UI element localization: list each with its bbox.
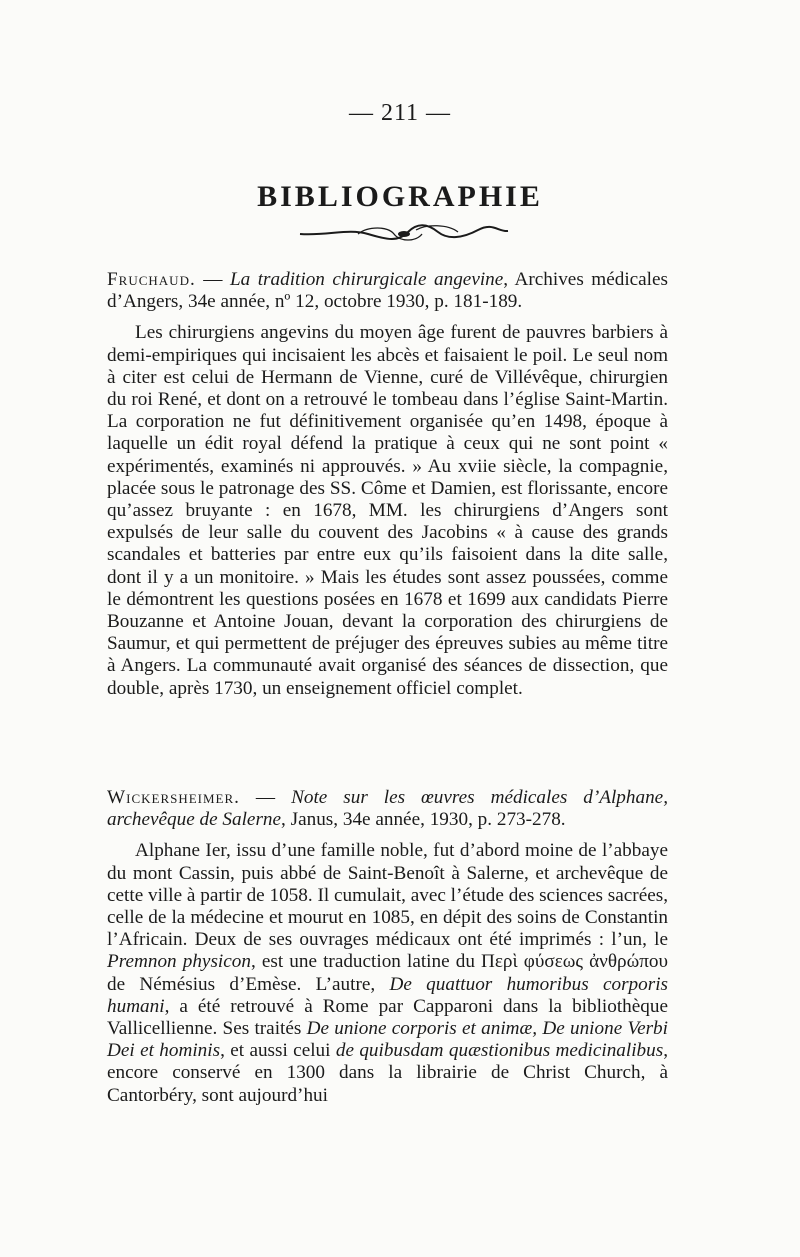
page-number: — 211 — — [348, 100, 452, 126]
entry-author: Wickersheimer. — [107, 787, 240, 808]
paragraph-segment: Premnon physicon — [107, 951, 251, 973]
paragraph-segment: de quibusdam quæstionibus medicinalibus — [335, 1040, 664, 1062]
ornament-divider-icon — [298, 222, 510, 244]
paragraph-segment: , et aussi celui — [220, 1040, 336, 1062]
bibliography-entry-2 — [107, 787, 668, 1107]
paragraph-segment: De unione corporis et animæ, De unione Verbi Dei et hominis — [107, 1018, 668, 1062]
entry-author: Fruchaud. — [107, 269, 196, 290]
entry-paragraph — [107, 840, 668, 1106]
entry-dash: — — [195, 269, 230, 290]
entry-reference — [107, 269, 668, 313]
page-title: BIBLIOGRAPHIE — [257, 180, 543, 213]
entry-reference — [107, 787, 668, 831]
entry-paragraph: Les chirurgiens angevins du moyen âge furent de pauvres barbiers à demi-empiriques qui incisaient les abcès et faisaient le poil. Le seul nom à citer est celui de Hermann de Vienne, curé de Villévêque, chirurgien du roi René, et dont on a retrouvé le tombeau dans l’église Saint-Martin. La corporation ne fut définitivement organisée qu’en 1498, époque à laquelle un édit royal défend la pratique à ceux qui ne sont point « expérimentés, examinés ni approuvés. » Au xviie siècle, la compagnie, placée sous le patronage des SS. Côme et Damien, est florissante, encore qu’assez bruyante : en 1678, MM. les chirurgiens d’Angers sont expulsés de leur salle du couvent des Jacobins « à cause des grands scandales et batteries par entre eux qu’ils faisoient dans la dite salle, dont il y a un monitoire. » Mais les études sont assez poussées, comme le démontrent les questions posées en 1678 et 1699 aux candidats Pierre Bouzanne et Antoine Jouan, devant la corporation des chirurgiens de Saumur, et qui permettent de préjuger des épreuves subies au même titre à Angers. La communauté avait organisé des séances de dissection, que double, après 1730, un enseignement officiel complet. — [107, 322, 668, 699]
paragraph-segment: , encore conservé en 1300 dans la librairie de Christ Church, à Cantorbéry, sont aujourd’hui — [107, 1040, 669, 1106]
entry-citation: , Archives médicales d’Angers, 34e année, nº 12, octobre 1930, p. 181-189. — [107, 269, 668, 313]
paragraph-segment: Alphane Ier, issu d’une famille noble, fut d’abord moine de l’abbaye du mont Cassin, puis abbé de Saint-Benoît à Salerne, et archevêque de cette ville à partir de 1058. Il cumulait, avec l’étude des sciences sacrées, celle de la médecine et mourut en 1085, en dépit des soins de Constantin l’Africain. Deux de ses ouvrages médicaux ont été imprimés : l’un, le — [107, 840, 668, 951]
bibliography-entry-1 — [107, 269, 668, 700]
paragraph-segment: , est une traduction latine du Περὶ φύσεως ἀνθρώπου de Némésius d’Emèse. L’autre, — [107, 951, 668, 995]
entry-citation: , Janus, 34e année, 1930, p. 273-278. — [281, 809, 566, 831]
entry-work-title: Note sur les œuvres médicales d’Alphane, archevêque de Salerne — [107, 787, 668, 831]
entry-dash: — — [239, 787, 292, 808]
paragraph-segment: De quattuor humoribus corporis humani — [107, 973, 669, 1017]
entry-work-title: La tradition chirurgicale angevine — [229, 269, 504, 290]
paragraph-segment: , a été retrouvé à Rome par Capparoni dans la bibliothèque Vallicellienne. Ses traités — [107, 995, 668, 1040]
